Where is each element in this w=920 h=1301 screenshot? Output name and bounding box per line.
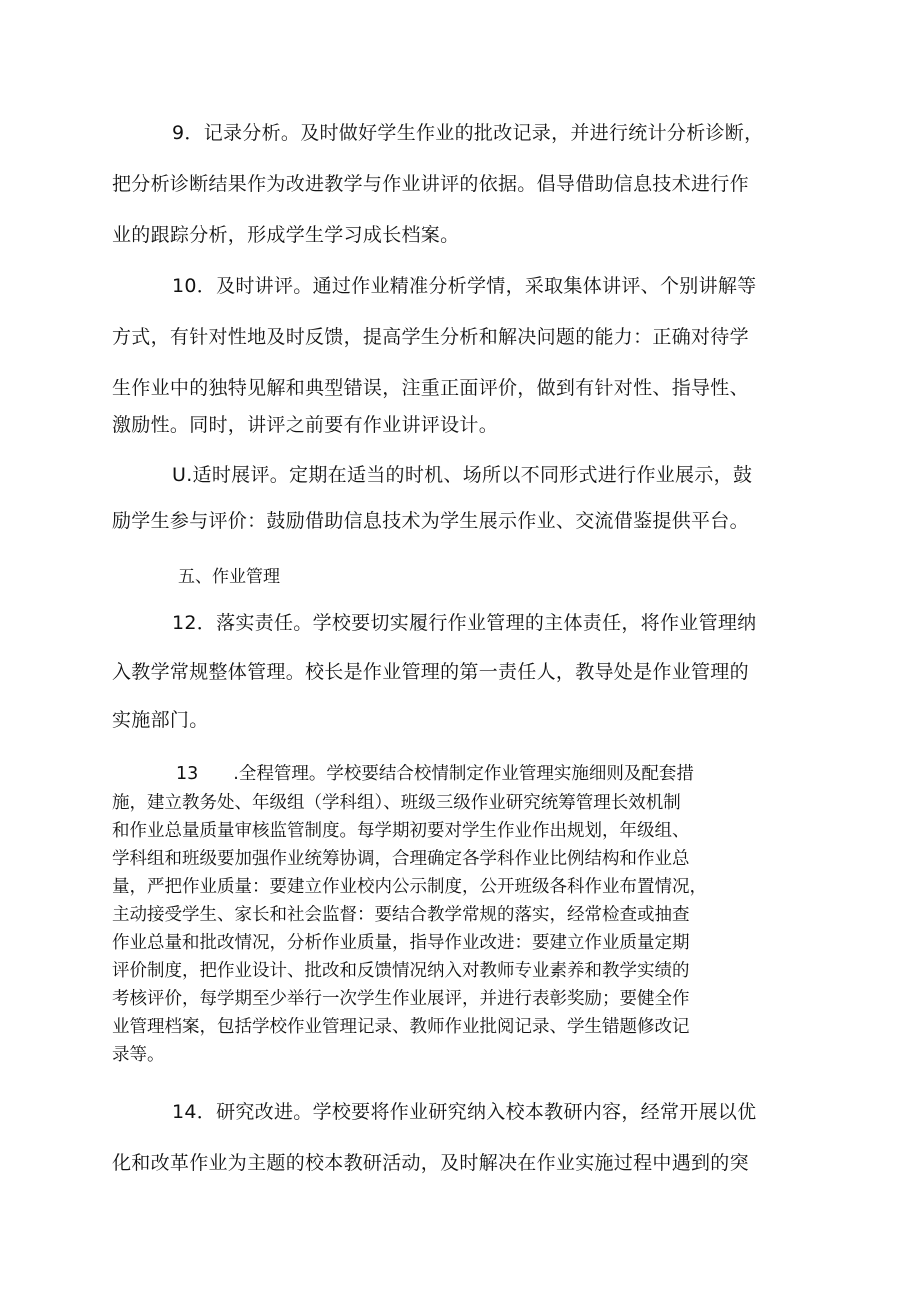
text-line: 10．及时讲评。通过作业精准分析学情，采取集体讲评、个别讲解等 bbox=[172, 275, 757, 297]
text-line: 13 .全程管理。学校要结合校情制定作业管理实施细则及配套措 bbox=[176, 764, 694, 784]
text-line: 励学生参与评价：鼓励借助信息技术为学生展示作业、交流借鉴提供平台。 bbox=[112, 510, 749, 532]
text-line: 施，建立教务处、年级组（学科组）、班级三级作业研究统筹管理长效机制 bbox=[112, 793, 681, 813]
text-line: 考核评价，每学期至少举行一次学生作业展评，并进行表彰奖励；要健全作 bbox=[112, 989, 690, 1009]
text-line: 业的跟踪分析，形成学生学习成长档案。 bbox=[112, 224, 460, 246]
text-line: 量，严把作业质量：要建立作业校内公示制度，公开班级各科作业布置情况， bbox=[112, 877, 707, 897]
text-line: 录等。 bbox=[112, 1045, 165, 1065]
text-line: 14．研究改进。学校要将作业研究纳入校本教研内容，经常开展以优 bbox=[172, 1101, 757, 1123]
text-line: 作业总量和批改情况，分析作业质量，指导作业改进：要建立作业质量定期 bbox=[112, 933, 690, 953]
text-line: 把分析诊断结果作为改进教学与作业讲评的依据。倡导借助信息技术进行作 bbox=[112, 173, 749, 195]
text-line: 业管理档案，包括学校作业管理记录、教师作业批阅记录、学生错题修改记 bbox=[112, 1017, 690, 1037]
section-heading: 五、作业管理 bbox=[178, 567, 280, 587]
text-line: 学科组和班级要加强作业统筹协调，合理确定各学科作业比例结构和作业总 bbox=[112, 849, 690, 869]
text-line: 生作业中的独特见解和典型错误，注重正面评价，做到有针对性、指导性、 bbox=[112, 377, 749, 399]
text-line: 9．记录分析。及时做好学生作业的批改记录，并进行统计分析诊断， bbox=[172, 122, 764, 144]
text-line: U.适时展评。定期在适当的时机、场所以不同形式进行作业展示，鼓 bbox=[172, 464, 753, 486]
text-line: 12．落实责任。学校要切实履行作业管理的主体责任，将作业管理纳 bbox=[172, 612, 757, 634]
text-line: 方式，有针对性地及时反馈，提高学生分析和解决问题的能力：正确对待学 bbox=[112, 326, 749, 348]
text-line: 评价制度，把作业设计、批改和反馈情况纳入对教师专业素养和教学实绩的 bbox=[112, 961, 690, 981]
text-line: 激励性。同时，讲评之前要有作业讲评设计。 bbox=[112, 414, 499, 436]
text-line: 入教学常规整体管理。校长是作业管理的第一责任人，教导处是作业管理的 bbox=[112, 661, 749, 683]
text-line: 实施部门。 bbox=[112, 709, 209, 731]
text-line: 和作业总量质量审核监管制度。每学期初要对学生作业作出规划，年级组、 bbox=[112, 821, 690, 841]
text-line: 化和改革作业为主题的校本教研活动，及时解决在作业实施过程中遇到的突 bbox=[112, 1152, 749, 1174]
text-line: 主动接受学生、家长和社会监督：要结合教学常规的落实，经常检查或抽查 bbox=[112, 905, 690, 925]
